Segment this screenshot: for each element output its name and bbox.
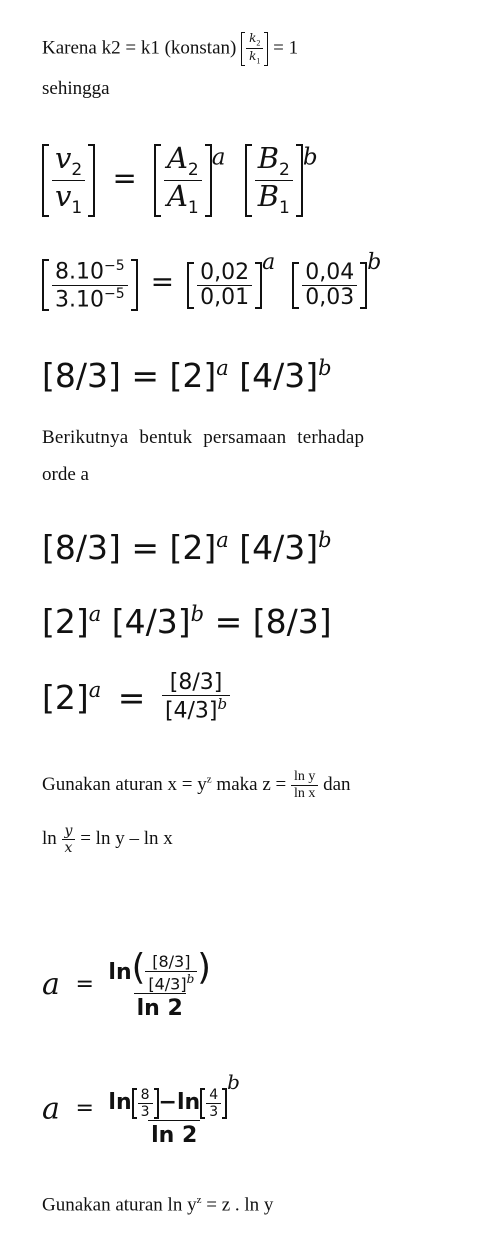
equation-log-difference: a = ln $\frac{8}{3}$ −ln $\frac{4}{3}$ b ln 2	[42, 1072, 243, 1147]
intro-text: Karena k2 = k1 (konstan)	[42, 37, 237, 59]
rule-line-2: ln $\frac{y}{x}$ = ln y – ln x	[42, 823, 173, 856]
paragraph-order-a-line1: Berikutnya bentuk persamaan terhadap	[42, 427, 365, 448]
k-ratio-bracket	[241, 32, 268, 66]
velocity-ratio: $\frac{v_2}{v_1}$	[42, 144, 95, 217]
rule-log-power: Gunakan aturan $\ln y^z = z$ . ln y	[42, 1194, 274, 1216]
b-value-ratio: $\frac{0,04}{0,03}$	[292, 262, 367, 309]
intro-line	[42, 32, 298, 66]
equation-numeric-ratio: $\frac{8.10^{-5}}{3.10^{-5}}$ = $\frac{0,02}{0,01}$ a $\frac{0,04}{0,03}$ b	[42, 252, 381, 311]
equation-rearranged: $[2]^a$ $[4/3]^b = [8/3]$	[42, 602, 332, 641]
order-a-exponent: a	[211, 144, 226, 171]
a-concentration-ratio: $\frac{A_2}{A_1}$	[154, 144, 212, 217]
rule-line-1: Gunakan aturan $x = y^z$ maka z = $\frac{\text{ln y}}{\text{ln x}}$ dan	[42, 769, 351, 801]
equation-isolated: $[2]^a$ = $\frac{[8/3]}{[4/3]^b}$	[42, 672, 230, 722]
equation-repeat: $[8/3] = [2]^a$ $[4/3]^b$	[42, 528, 332, 567]
equation-simplified: $[8/3] = [2]^a$ $[4/3]^b$	[42, 356, 332, 395]
intro-result: = 1	[273, 37, 299, 59]
rate-value-ratio: $\frac{8.10^{-5}}{3.10^{-5}}$	[42, 259, 138, 311]
y-over-x-fraction: $\frac{y}{x}$	[62, 824, 76, 855]
log-form-fraction: ln( $\frac{[8/3]}{[4/3]^b}$ ) ln 2	[108, 947, 212, 1022]
a-value-ratio: $\frac{0,02}{0,01}$	[187, 262, 262, 309]
isolated-fraction: $\frac{[8/3]}{[4/3]^b}$	[162, 672, 230, 722]
equation-rate-ratio: $\frac{v_2}{v_1}$ = $\frac{A_2}{A_1}$ $^a$ $\frac{B_2}{B_1}$ $^b$	[42, 144, 318, 217]
b-concentration-ratio: $\frac{B_2}{B_1}$	[245, 144, 303, 217]
equation-log-form: a = ln( $\frac{[8/3]}{[4/3]^b}$ ) ln 2	[42, 950, 214, 1020]
order-b-exponent: b	[302, 144, 318, 171]
sehingga-text: sehingga	[42, 78, 110, 99]
paragraph-order-a-line2: orde a	[42, 464, 89, 485]
log-ratio-fraction: $\frac{\text{ln y}}{\text{ln x}}$	[291, 770, 318, 801]
log-difference-fraction: ln $\frac{8}{3}$ −ln $\frac{4}{3}$ b ln 2	[108, 1070, 240, 1148]
k-ratio-fraction: $\frac{k_2}{k_1}$	[246, 32, 263, 66]
